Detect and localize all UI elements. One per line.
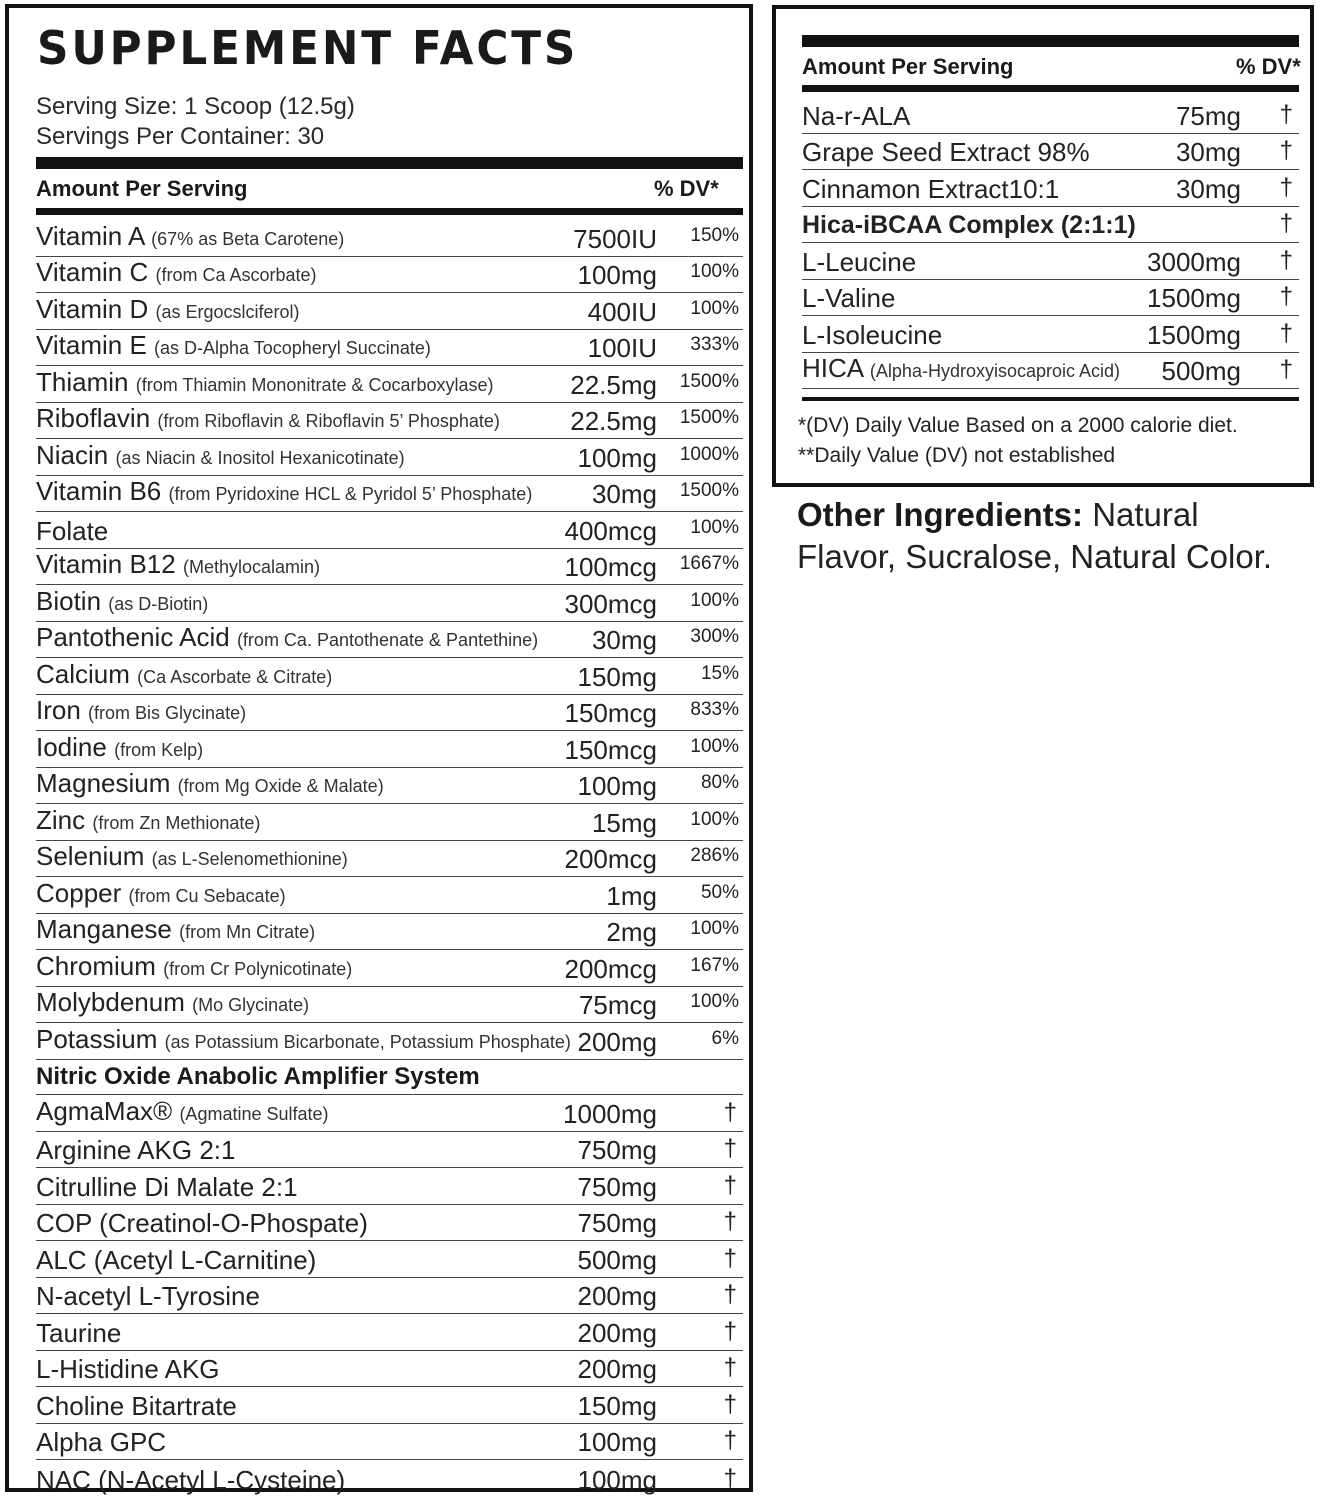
ingredient-source: (from Ca Ascorbate) [155, 265, 317, 285]
ingredient-amount: 400mcg [564, 515, 657, 546]
dv-not-established-mark: † [723, 1390, 737, 1418]
nitric-system-title: Nitric Oxide Anabolic Amplifier System [36, 1063, 480, 1090]
ingredient-label: Magnesium [36, 768, 171, 798]
ingredient-name [36, 1318, 121, 1348]
ingredient-name [802, 283, 895, 313]
ingredient-source: (Agmatine Sulfate) [179, 1103, 329, 1124]
ingredient-amount: 150mcg [564, 698, 657, 728]
ingredient-source: (Ca Ascorbate & Citrate) [137, 666, 333, 687]
ingredient-label: Manganese [36, 914, 172, 944]
ingredient-amount: 30mg [1175, 173, 1241, 204]
ingredient-amount: 1500mg [1147, 283, 1241, 313]
ingredient-name [36, 1024, 571, 1057]
ingredient-label: Folate [36, 515, 109, 546]
dv-not-established-mark: † [1279, 137, 1293, 164]
dv-not-established-mark: † [723, 1208, 737, 1235]
ingredient-name [36, 1281, 260, 1311]
ingredient-name [36, 659, 332, 692]
ingredient-row [36, 658, 743, 695]
ingredient-dv: 1000% [679, 443, 739, 465]
ingredient-amount: 30mg [1175, 137, 1241, 167]
ingredient-label: COP (Creatinol-O-Phospate) [36, 1208, 368, 1238]
ingredient-name [36, 1391, 237, 1421]
ingredient-amount: 1mg [606, 880, 657, 911]
ingredient-label: Molybdenum [36, 987, 185, 1017]
ingredient-row [802, 280, 1299, 317]
ingredient-label: AgmaMax® [36, 1095, 173, 1126]
ingredient-source: (from Mn Citrate) [179, 922, 316, 942]
ingredient-label: Arginine AKG 2:1 [36, 1135, 236, 1165]
ingredient-amount: 150mg [577, 1390, 657, 1421]
ingredient-amount: 150mcg [564, 734, 657, 765]
ingredient-source: (Alpha-Hydroxyisocaproic Acid) [869, 361, 1121, 381]
dv-not-established-mark: † [723, 1244, 737, 1272]
ingredient-amount: 300mcg [564, 588, 657, 619]
dv-header: % DV* [1236, 54, 1301, 79]
bottom-divider [802, 397, 1299, 401]
ingredient-label: Copper [36, 877, 122, 908]
ingredient-dv: 833% [690, 699, 739, 720]
ingredient-label: Iodine [36, 731, 107, 762]
ingredient-name [36, 221, 344, 254]
footnote-not-established: **Daily Value (DV) not established [798, 444, 1116, 467]
ingredient-name [36, 586, 208, 619]
ingredient-row [802, 353, 1299, 390]
ingredient-source: (as Niacin & Inositol Hexanicotinate) [115, 447, 405, 468]
ingredient-amount: 200mg [577, 1317, 657, 1348]
ingredient-amount: 750mg [577, 1171, 657, 1202]
ingredient-name [36, 1096, 329, 1129]
servings-per-container: Servings Per Container: 30 [36, 123, 325, 150]
ingredient-amount: 200mg [577, 1026, 657, 1057]
blend-ingredient-list [802, 97, 1299, 389]
ingredient-row [36, 1278, 743, 1315]
ingredient-name [36, 732, 203, 765]
amount-per-serving-header: Amount Per Serving [802, 54, 1014, 79]
ingredient-row [36, 622, 743, 659]
ingredient-label: Vitamin D [36, 293, 149, 324]
ingredient-row [36, 330, 743, 367]
ingredient-amount: 100mg [577, 1427, 657, 1457]
ingredient-dv: 100% [690, 261, 739, 282]
ingredient-name [36, 805, 260, 838]
ingredient-name [36, 1427, 166, 1457]
ingredient-amount: 22.5mg [570, 406, 657, 436]
ingredient-row [802, 97, 1299, 134]
ingredient-row [36, 1424, 743, 1461]
ingredient-row [802, 134, 1299, 171]
ingredient-amount: 15mg [591, 807, 657, 838]
ingredient-dv: 100% [690, 589, 739, 611]
dv-not-established-mark: † [723, 1427, 737, 1454]
ingredient-label: NAC (N-Acetyl L-Cysteine) [36, 1464, 346, 1495]
ingredient-dv: 100% [690, 991, 739, 1012]
dv-not-established-mark: † [723, 1135, 737, 1162]
ingredient-dv: 80% [700, 772, 739, 793]
ingredient-name [802, 174, 1059, 204]
ingredient-amount: 75mg [1175, 100, 1241, 131]
ingredient-label: Niacin [36, 439, 109, 470]
ingredient-dv: 167% [690, 954, 739, 976]
ingredient-dv: 1500% [679, 370, 739, 392]
ingredient-name [36, 549, 320, 582]
other-ingredients-text: Natural Flavor, Sucralose, Natural Color. [797, 496, 1273, 575]
ingredient-source: (from Riboflavin & Riboflavin 5’ Phosphate) [157, 411, 500, 431]
ingredient-source: (as Ergocslciferol) [155, 301, 300, 322]
ingredient-row [36, 1314, 743, 1351]
ingredient-name [802, 320, 942, 350]
ingredient-label: L-Leucine [802, 246, 917, 277]
ingredient-label: Vitamin A [36, 220, 144, 251]
ingredient-name [36, 695, 246, 728]
ingredient-row [36, 1132, 743, 1169]
ingredient-name [36, 768, 384, 801]
other-ingredients [797, 494, 1297, 578]
page-title: SUPPLEMENT FACTS [37, 21, 579, 75]
ingredient-name [36, 878, 286, 911]
ingredient-source: (as L-Selenomethionine) [151, 849, 348, 869]
ingredient-label: Riboflavin [36, 403, 151, 433]
dv-not-established-mark: † [723, 1098, 737, 1126]
ingredient-row [36, 768, 743, 805]
ingredient-amount: 7500IU [573, 223, 657, 254]
ingredient-row [802, 207, 1299, 244]
ingredient-amount: 30mg [591, 625, 657, 655]
ingredient-dv: 100% [690, 808, 739, 830]
ingredient-dv: 150% [690, 224, 739, 246]
ingredient-row [36, 1095, 743, 1132]
ingredient-label: Na-r-ALA [802, 100, 911, 131]
ingredient-name [36, 367, 494, 400]
ingredient-source: (from Ca. Pantothenate & Pantethine) [236, 630, 539, 650]
ingredient-amount: 30mg [591, 479, 657, 509]
ingredient-label: Hica-iBCAA Complex (2:1:1) [802, 211, 1136, 239]
ingredient-dv: 6% [711, 1027, 739, 1049]
ingredient-source: (from Thiamin Mononitrate & Cocarboxylase) [135, 374, 494, 395]
ingredient-label: Potassium [36, 1023, 158, 1054]
ingredient-source: (from Mg Oxide & Malate) [177, 776, 384, 796]
ingredient-name [36, 1465, 345, 1495]
ingredient-row [36, 1351, 743, 1388]
ingredient-label: Vitamin C [36, 257, 149, 287]
ingredient-row [36, 877, 743, 914]
ingredient-label: Vitamin B6 [36, 476, 162, 506]
ingredient-source: (from Pyridoxine HCL & Pyridol 5’ Phosphate) [168, 484, 533, 504]
ingredient-amount: 100mg [577, 442, 657, 473]
ingredient-dv: 333% [690, 334, 739, 355]
ingredient-row [36, 476, 743, 513]
ingredient-source: (from Cr Polynicotinate) [163, 958, 353, 979]
ingredient-amount: 200mcg [564, 953, 657, 984]
ingredient-source: (67% as Beta Carotene) [151, 228, 345, 249]
ingredient-name [36, 987, 309, 1020]
ingredient-row [36, 950, 743, 987]
header-divider [802, 85, 1299, 92]
ingredient-name [36, 622, 538, 655]
ingredient-source: (from Kelp) [114, 739, 204, 760]
ingredient-row [36, 220, 743, 257]
ingredient-amount: 2mg [606, 917, 657, 947]
ingredient-amount: 75mcg [578, 990, 657, 1020]
nitric-system-list [36, 1095, 743, 1497]
ingredient-label: Chromium [36, 950, 156, 981]
ingredient-label: Biotin [36, 585, 102, 616]
ingredient-dv: 100% [690, 918, 739, 939]
ingredient-name [36, 294, 300, 327]
ingredient-amount: 200mcg [564, 844, 657, 874]
ingredient-row [36, 987, 743, 1024]
ingredient-row [36, 841, 743, 878]
dv-not-established-mark: † [723, 1354, 737, 1381]
ingredient-dv: 100% [690, 297, 739, 319]
ingredient-amount: 200mg [577, 1281, 657, 1311]
dv-not-established-mark: † [723, 1317, 737, 1345]
ingredient-dv: 1500% [679, 407, 739, 428]
dv-not-established-mark: † [1279, 246, 1293, 274]
ingredient-name [36, 1245, 316, 1275]
ingredient-name [802, 137, 1090, 167]
ingredient-row [36, 403, 743, 440]
ingredient-name [802, 247, 916, 277]
ingredient-dv: 15% [700, 662, 739, 684]
ingredient-name [36, 1172, 298, 1202]
ingredient-amount: 500mg [1161, 356, 1241, 386]
ingredient-label: Iron [36, 695, 81, 725]
ingredient-label: Pantothenic Acid [36, 622, 230, 652]
dv-not-established-mark: † [723, 1281, 737, 1308]
ingredient-label: L-Valine [802, 283, 896, 313]
ingredient-row [36, 1460, 743, 1497]
ingredient-label: L-Histidine AKG [36, 1354, 220, 1384]
ingredient-row [802, 170, 1299, 207]
ingredient-row [36, 293, 743, 330]
ingredient-name [36, 841, 348, 874]
ingredient-row [36, 1205, 743, 1242]
ingredient-row [36, 549, 743, 586]
ingredient-amount: 100mcg [564, 552, 657, 582]
ingredient-row [36, 257, 743, 294]
serving-size: Serving Size: 1 Scoop (12.5g) [36, 93, 355, 120]
ingredient-dv: 300% [690, 626, 739, 647]
ingredient-label: Cinnamon Extract10:1 [802, 173, 1060, 204]
ingredient-name [36, 403, 500, 436]
ingredient-label: Taurine [36, 1317, 122, 1348]
ingredient-source: (from Bis Glycinate) [88, 703, 247, 723]
amount-per-serving-header: Amount Per Serving [36, 176, 248, 201]
dv-not-established-mark: † [1279, 283, 1293, 310]
dv-not-established-mark: † [1279, 356, 1293, 383]
ingredient-amount: 1500mg [1147, 319, 1241, 350]
dv-not-established-mark: † [1279, 319, 1293, 347]
other-ingredients-label: Other Ingredients: [797, 496, 1084, 533]
ingredient-label: L-Isoleucine [802, 319, 943, 350]
ingredient-name [36, 914, 315, 947]
ingredient-name [802, 353, 1120, 386]
blend-facts-panel [772, 5, 1314, 487]
ingredient-amount: 750mg [577, 1208, 657, 1238]
ingredient-label: Citrulline Di Malate 2:1 [36, 1171, 298, 1202]
ingredient-name [36, 440, 405, 473]
ingredient-row [36, 804, 743, 841]
nitric-system-header [36, 1058, 743, 1095]
ingredient-amount: 200mg [577, 1354, 657, 1384]
ingredient-source: (Mo Glycinate) [192, 995, 310, 1015]
ingredient-amount: 100mg [577, 1464, 657, 1495]
ingredient-name [802, 210, 1136, 240]
ingredient-row [36, 731, 743, 768]
supplement-facts-panel [5, 4, 753, 1495]
ingredient-source: (from Zn Methionate) [92, 812, 261, 833]
ingredient-name [36, 330, 431, 363]
ingredient-row [36, 439, 743, 476]
ingredient-row [36, 1241, 743, 1278]
ingredient-amount: 500mg [577, 1244, 657, 1275]
ingredient-name [36, 1354, 220, 1384]
ingredient-row [802, 243, 1299, 280]
ingredient-row [36, 914, 743, 951]
ingredient-row [36, 512, 743, 549]
ingredient-amount: 750mg [577, 1135, 657, 1165]
ingredient-row [802, 316, 1299, 353]
ingredient-label: Calcium [36, 658, 130, 689]
dv-not-established-mark: † [1279, 173, 1293, 201]
ingredient-label: Selenium [36, 841, 145, 871]
thick-divider [802, 35, 1299, 47]
ingredient-row [36, 1168, 743, 1205]
ingredient-source: (as D-Biotin) [108, 593, 209, 614]
ingredient-label: N-acetyl L-Tyrosine [36, 1281, 260, 1311]
ingredient-row [36, 1387, 743, 1424]
ingredient-amount: 100IU [587, 333, 657, 363]
ingredient-dv: 100% [690, 735, 739, 757]
ingredient-label: Alpha GPC [36, 1427, 167, 1457]
ingredient-source: (as D-Alpha Tocopheryl Succinate) [154, 338, 431, 358]
ingredient-label: Zinc [36, 804, 86, 835]
ingredient-label: ALC (Acetyl L-Carnitine) [36, 1244, 317, 1275]
dv-not-established-mark: † [1279, 210, 1293, 237]
ingredient-row [36, 695, 743, 732]
ingredient-row [36, 585, 743, 622]
ingredient-amount: 150mg [577, 661, 657, 692]
footnote-daily-value: *(DV) Daily Value Based on a 2000 calorie diet. [798, 414, 1238, 437]
ingredient-dv: 286% [690, 845, 739, 866]
ingredient-amount: 100mg [577, 771, 657, 801]
dv-not-established-mark: † [1279, 100, 1293, 128]
ingredient-label: Thiamin [36, 366, 129, 397]
ingredient-label: HICA [802, 353, 863, 383]
ingredient-source: (Methylocalamin) [182, 557, 320, 577]
ingredient-name [802, 101, 910, 131]
ingredient-source: (as Potassium Bicarbonate, Potassium Phosphate) [164, 1031, 571, 1052]
dv-header: % DV* [654, 176, 719, 201]
ingredient-dv: 1500% [679, 480, 739, 501]
ingredient-row [36, 1023, 743, 1060]
ingredient-amount: 100mg [577, 260, 657, 290]
vitamin-mineral-list [36, 220, 743, 1060]
ingredient-label: Vitamin B12 [36, 549, 176, 579]
ingredient-name [36, 1208, 368, 1238]
ingredient-name [36, 1135, 235, 1165]
ingredient-name [36, 516, 108, 546]
ingredient-amount: 400IU [587, 296, 657, 327]
ingredient-amount: 1000mg [563, 1098, 657, 1129]
header-divider [36, 208, 743, 215]
ingredient-name [36, 257, 317, 290]
ingredient-dv: 100% [690, 516, 739, 538]
dv-not-established-mark: † [723, 1171, 737, 1199]
ingredient-amount: 3000mg [1147, 246, 1241, 277]
ingredient-label: Vitamin E [36, 330, 147, 360]
ingredient-row [36, 366, 743, 403]
ingredient-name [36, 476, 532, 509]
ingredient-amount: 22.5mg [570, 369, 657, 400]
ingredient-dv: 1667% [679, 553, 739, 574]
ingredient-dv: 50% [700, 881, 739, 903]
dv-not-established-mark: † [723, 1464, 737, 1492]
thick-divider [36, 157, 743, 169]
ingredient-source: (from Cu Sebacate) [128, 885, 286, 906]
ingredient-name [36, 951, 352, 984]
ingredient-label: Choline Bitartrate [36, 1390, 237, 1421]
ingredient-label: Grape Seed Extract 98% [802, 137, 1090, 167]
